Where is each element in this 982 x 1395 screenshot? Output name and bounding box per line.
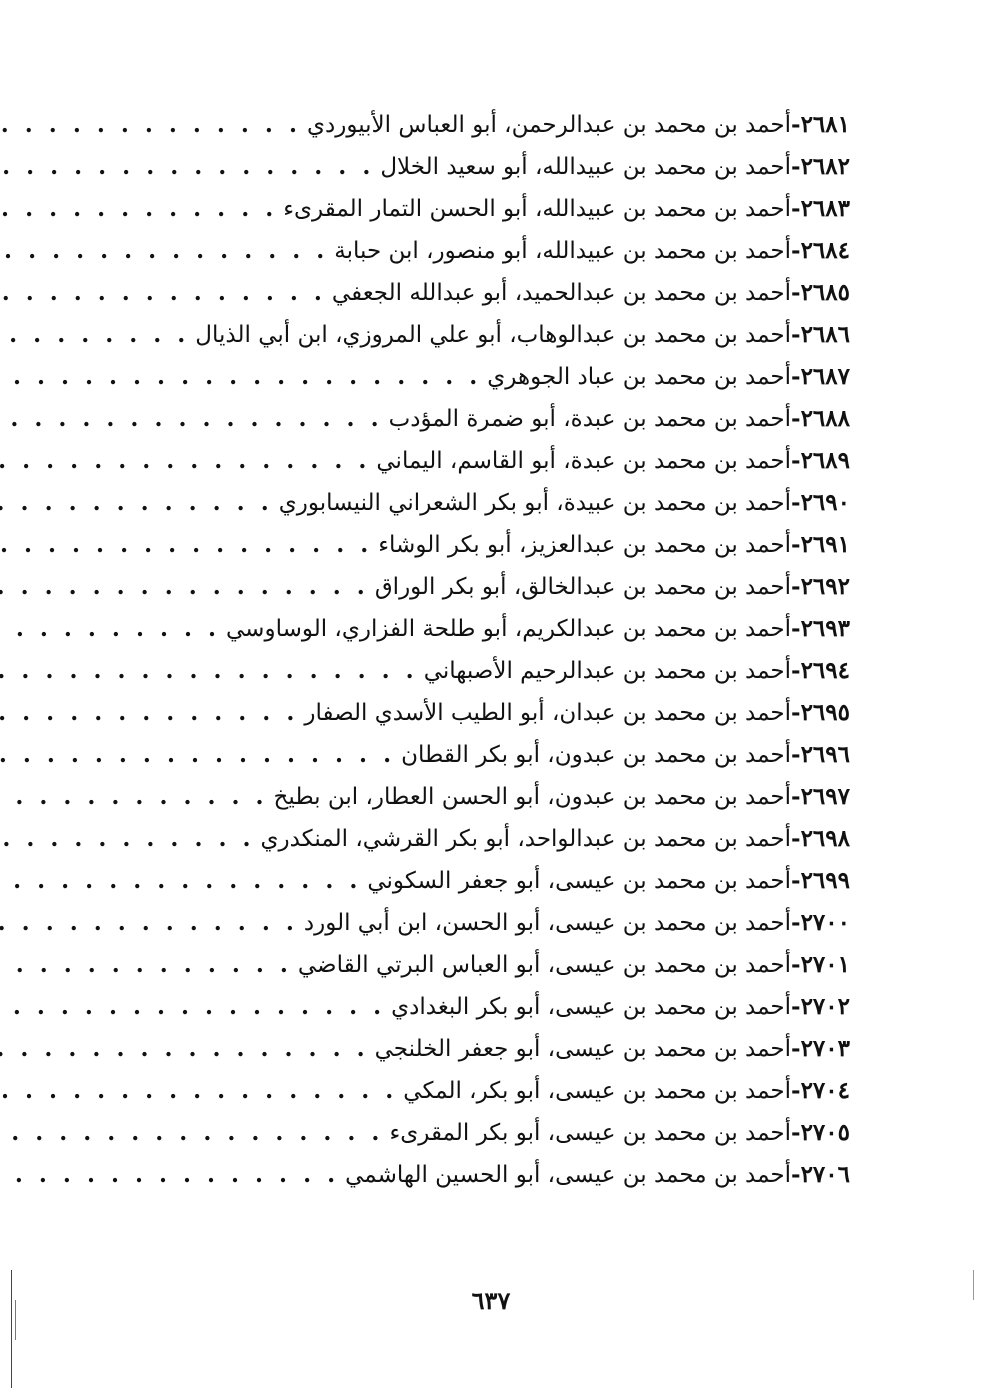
dot-leader <box>0 314 189 356</box>
toc-entry <box>138 1070 850 1112</box>
entry-number: ٢٧٠٥- <box>791 1119 850 1146</box>
dot-leader <box>0 230 328 272</box>
entry-title: أحمد بن محمد بن عبدالخالق، أبو بكر الوراق <box>374 574 792 600</box>
entry-title: أحمد بن محمد بن عيسى، أبو بكر، المكي <box>403 1078 792 1104</box>
dot-leader <box>0 356 481 398</box>
toc-entry <box>138 440 850 482</box>
dot-leader <box>0 818 255 860</box>
entry-number: ٢٧٠١- <box>791 951 850 978</box>
entry-number: ٢٦٨٤- <box>791 237 850 264</box>
page-number: ٦٣٧ <box>471 1286 511 1315</box>
entry-title: أحمد بن محمد بن عيسى، أبو جعفر السكوني <box>367 868 792 894</box>
toc-entry <box>138 818 850 860</box>
toc-entry <box>138 1112 850 1154</box>
entry-title: أحمد بن محمد بن عيسى، أبو بكر المقرىء <box>389 1120 792 1146</box>
toc-entry <box>138 692 850 734</box>
entry-number: ٢٦٩٠- <box>791 489 850 516</box>
entry-number: ٢٦٨٢- <box>791 153 850 180</box>
entry-title: أحمد بن محمد بن عبدون، أبو بكر القطان <box>401 742 792 768</box>
entry-title: أحمد بن محمد بن عباد الجوهري <box>487 364 792 390</box>
dot-leader <box>0 188 277 230</box>
toc-entry <box>138 356 850 398</box>
entry-number: ٢٦٨١- <box>791 111 850 138</box>
entry-number: ٢٦٩٨- <box>791 825 850 852</box>
entry-title: أحمد بن محمد بن عيسى، أبو جعفر الخلنجي <box>374 1036 792 1062</box>
toc-entry <box>138 230 850 272</box>
entry-title: أحمد بن محمد بن عبدالكريم، أبو طلحة الفزاري، الوساوسي <box>226 616 792 642</box>
entry-title: أحمد بن محمد بن عيسى، أبو الحسين الهاشمي <box>345 1162 792 1188</box>
entry-number: ٢٦٨٩- <box>791 447 850 474</box>
toc-entry <box>138 608 850 650</box>
entry-number: ٢٦٩٢- <box>791 573 850 600</box>
dot-leader <box>0 398 383 440</box>
toc-entry <box>138 272 850 314</box>
dot-leader <box>0 104 301 146</box>
entry-number: ٢٧٠٠- <box>791 909 850 936</box>
scan-edge-line <box>973 1270 974 1300</box>
entry-number: ٢٦٩١- <box>791 531 850 558</box>
entry-title: أحمد بن محمد بن عبدون، أبو الحسن العطار، ابن بطيخ <box>273 784 792 810</box>
toc-entry <box>138 986 850 1028</box>
scan-edge-line <box>15 1300 16 1340</box>
dot-leader <box>0 524 372 566</box>
dot-leader <box>0 146 374 188</box>
entry-title: أحمد بن محمد بن عبيدالله، أبو الحسن التمار المقرىء <box>283 196 792 222</box>
entry-title: أحمد بن محمد بن عيسى، أبو العباس البرتي القاضي <box>297 952 792 978</box>
dot-leader <box>0 566 369 608</box>
table-of-contents <box>138 104 850 1196</box>
entry-number: ٢٦٨٣- <box>791 195 850 222</box>
entry-title: أحمد بن محمد بن عبيدة، أبو بكر الشعراني النيسابوري <box>278 490 792 516</box>
dot-leader <box>0 608 220 650</box>
dot-leader <box>0 440 370 482</box>
toc-entry <box>138 734 850 776</box>
scan-edge-line <box>11 1270 12 1388</box>
entry-number: ٢٦٨٥- <box>791 279 850 306</box>
dot-leader <box>0 860 361 902</box>
dot-leader <box>0 482 273 524</box>
entry-title: أحمد بن محمد بن عيسى، أبو بكر البغدادي <box>391 994 792 1020</box>
toc-entry <box>138 398 850 440</box>
toc-entry <box>138 860 850 902</box>
entry-title: أحمد بن محمد بن عبيدالله، أبو منصور، ابن حبابة <box>334 238 792 264</box>
dot-leader <box>0 902 298 944</box>
dot-leader <box>0 944 292 986</box>
toc-entry <box>138 104 850 146</box>
toc-entry <box>138 566 850 608</box>
entry-number: ٢٦٩٣- <box>791 615 850 642</box>
entry-number: ٢٧٠٦- <box>791 1161 850 1188</box>
dot-leader <box>0 1154 339 1196</box>
toc-entry <box>138 776 850 818</box>
entry-title: أحمد بن محمد بن عبدالواحد، أبو بكر القرشي، المنكدري <box>260 826 792 852</box>
entry-number: ٢٦٩٥- <box>791 699 850 726</box>
entry-title: أحمد بن محمد بن عيسى، أبو الحسن، ابن أبي الورد <box>303 910 792 936</box>
dot-leader <box>0 776 268 818</box>
entry-number: ٢٦٩٦- <box>791 741 850 768</box>
entry-number: ٢٦٨٦- <box>791 321 850 348</box>
toc-entry <box>138 1154 850 1196</box>
entry-number: ٢٧٠٤- <box>791 1077 850 1104</box>
toc-entry <box>138 146 850 188</box>
dot-leader <box>0 272 326 314</box>
dot-leader <box>0 986 385 1028</box>
entry-title: أحمد بن محمد بن عبيدالله، أبو سعيد الخلال <box>380 154 792 180</box>
entry-number: ٢٦٩٤- <box>791 657 850 684</box>
toc-entry <box>138 524 850 566</box>
toc-entry <box>138 650 850 692</box>
entry-number: ٢٧٠٣- <box>791 1035 850 1062</box>
entry-number: ٢٦٨٨- <box>791 405 850 432</box>
dot-leader <box>0 734 395 776</box>
dot-leader <box>0 1070 397 1112</box>
entry-title: أحمد بن محمد بن عبدة، أبو ضمرة المؤدب <box>388 406 792 432</box>
entry-title: أحمد بن محمد بن عبدالوهاب، أبو علي المروزي، ابن أبي الذيال <box>195 322 792 348</box>
entry-number: ٢٦٩٩- <box>791 867 850 894</box>
toc-entry <box>138 944 850 986</box>
toc-entry <box>138 1028 850 1070</box>
dot-leader <box>0 650 418 692</box>
dot-leader <box>0 1028 369 1070</box>
toc-entry <box>138 902 850 944</box>
entry-number: ٢٦٨٧- <box>791 363 850 390</box>
entry-title: أحمد بن محمد بن عبدان، أبو الطيب الأسدي الصفار <box>304 700 792 726</box>
entry-number: ٢٦٩٧- <box>791 783 850 810</box>
entry-title: أحمد بن محمد بن عبدالرحيم الأصبهاني <box>423 658 792 684</box>
entry-title: أحمد بن محمد بن عبدة، أبو القاسم، اليماني <box>376 448 792 474</box>
entry-title: أحمد بن محمد بن عبدالعزيز، أبو بكر الوشاء <box>378 532 792 558</box>
entry-title: أحمد بن محمد بن عبدالرحمن، أبو العباس الأبيوردي <box>306 112 792 138</box>
dot-leader <box>0 1112 383 1154</box>
toc-entry <box>138 188 850 230</box>
dot-leader <box>0 692 298 734</box>
toc-entry <box>138 482 850 524</box>
entry-number: ٢٧٠٢- <box>791 993 850 1020</box>
toc-entry <box>138 314 850 356</box>
entry-title: أحمد بن محمد بن عبدالحميد، أبو عبدالله الجعفي <box>331 280 792 306</box>
